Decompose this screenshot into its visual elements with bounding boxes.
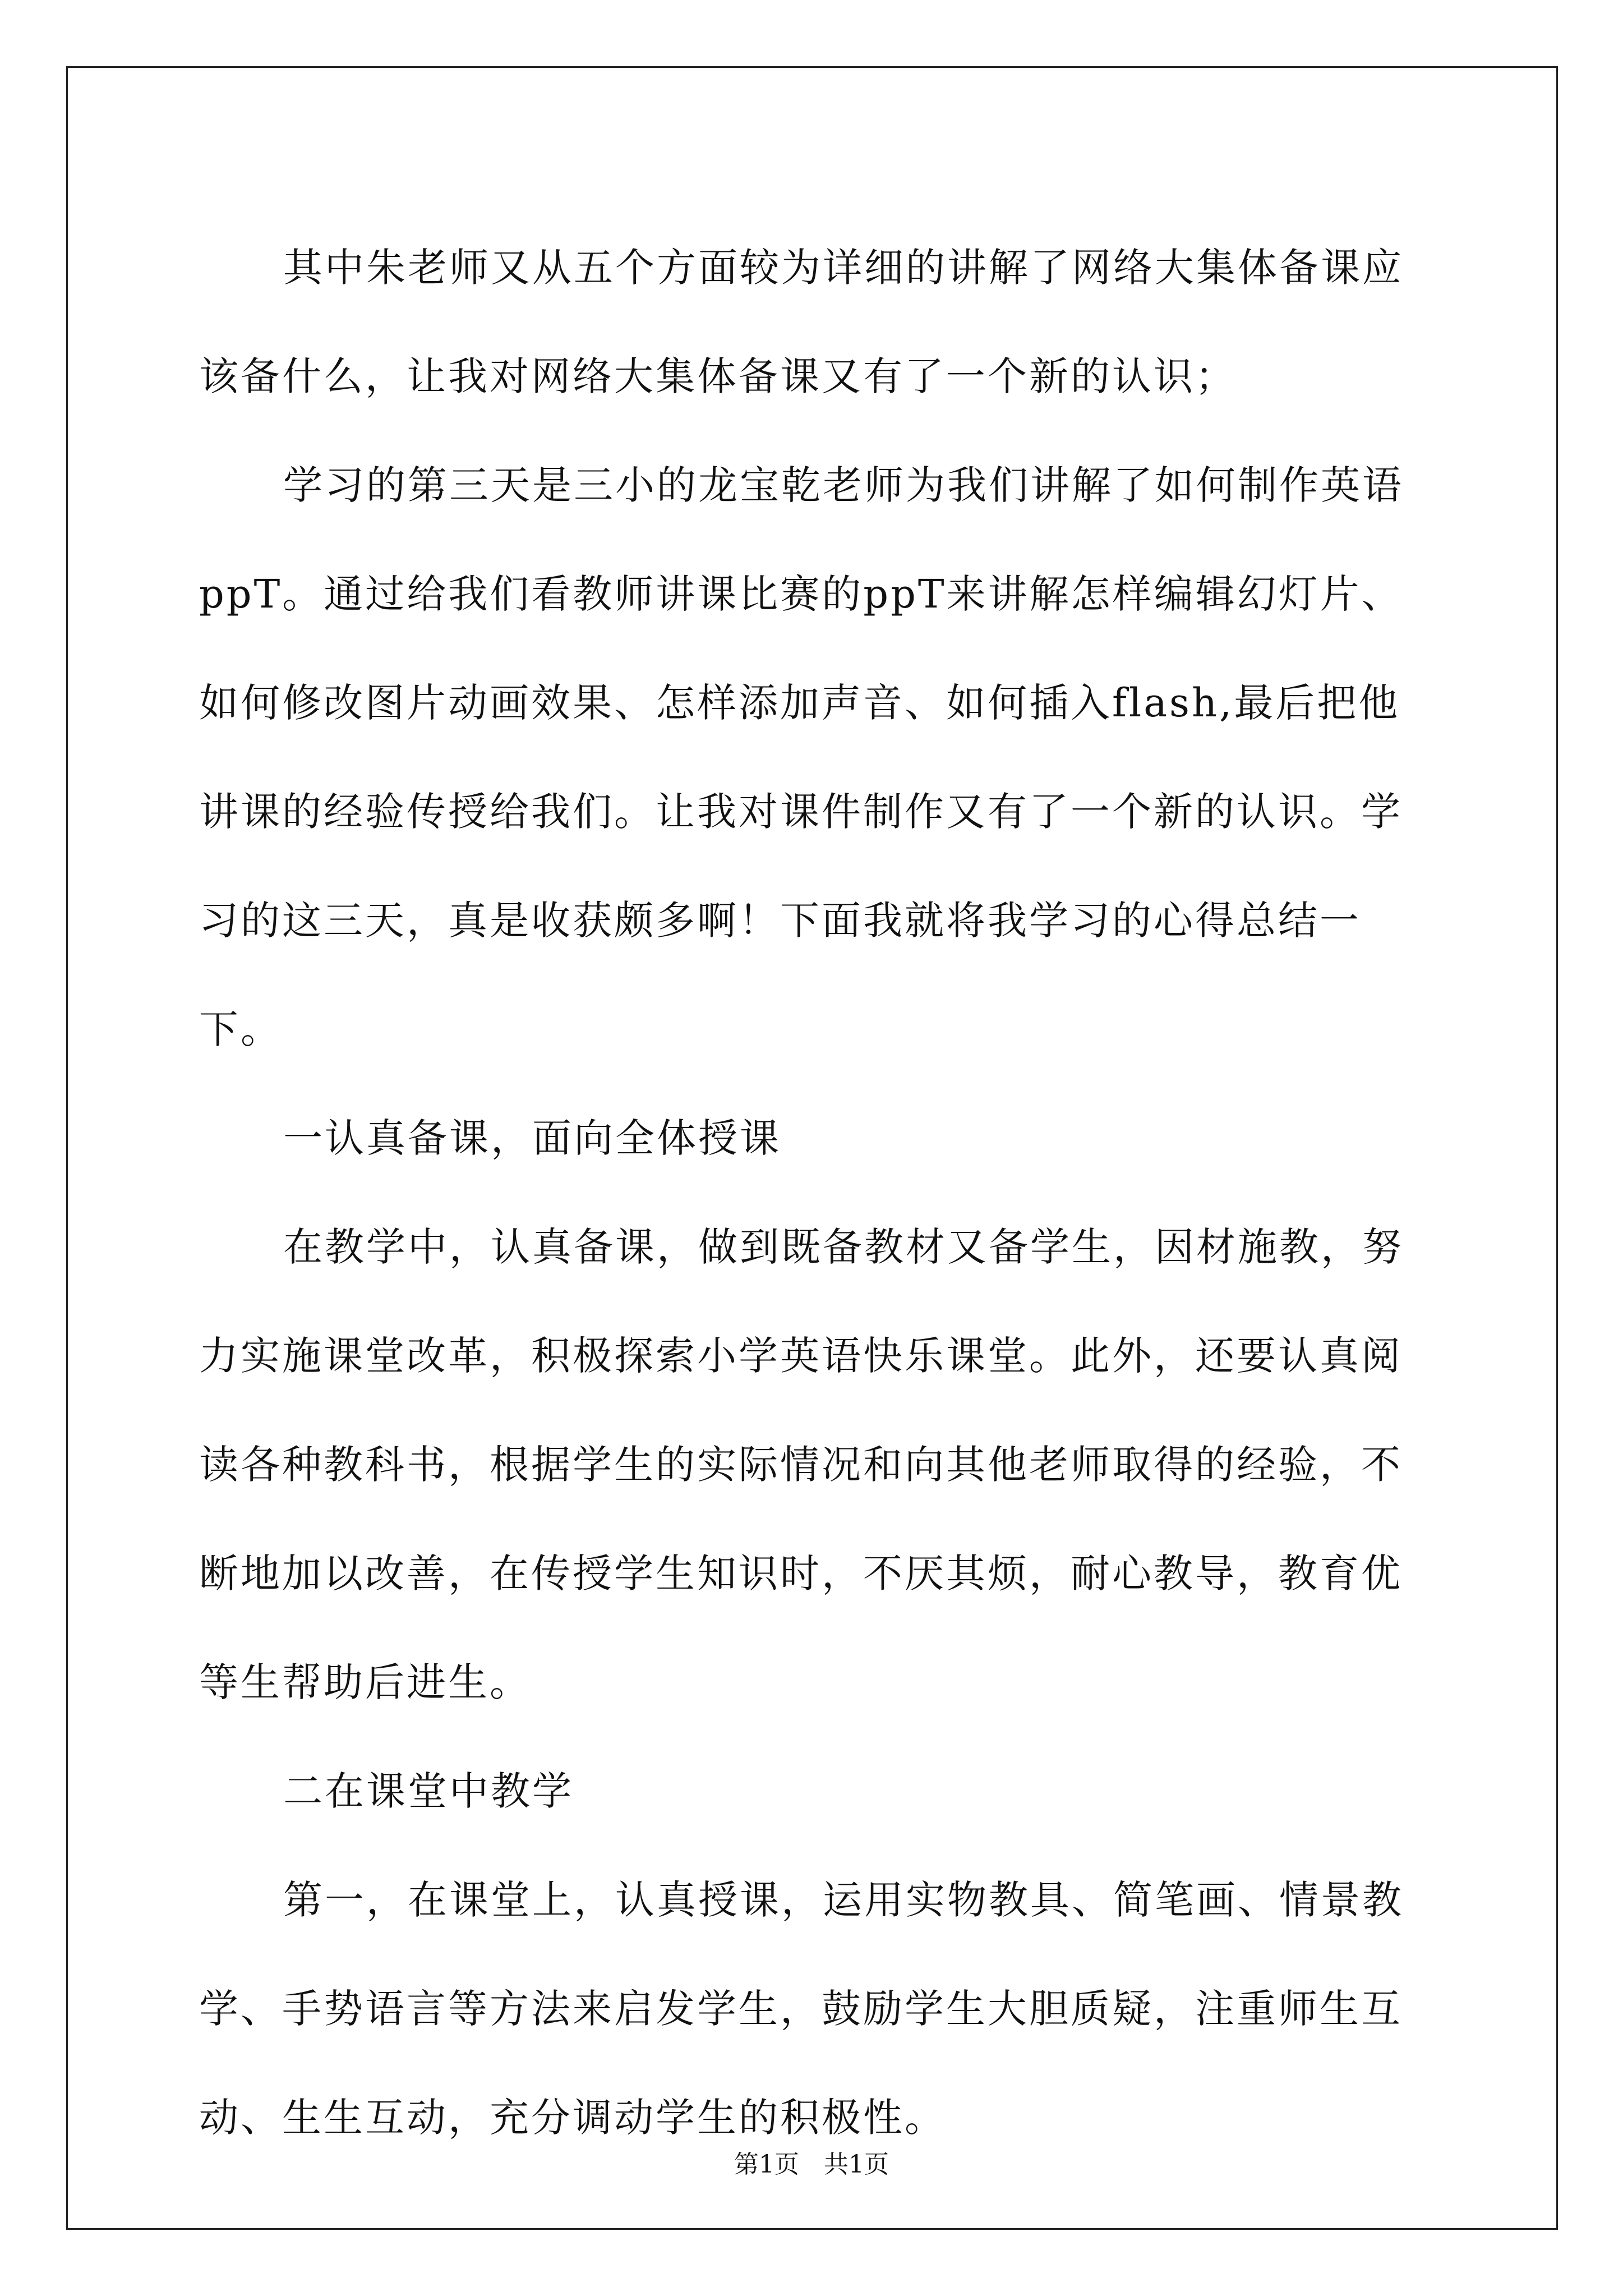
- section-heading-1: 一认真备课，面向全体授课: [283, 1115, 781, 1161]
- document-body: [199, 213, 1427, 2172]
- paragraph-3: 在教学中，认真备课，做到既备教材又备学生，因材施教，努力实施课堂改革，积极探索小学英语快乐课堂。此外，还要认真阅读各种教科书，根据学生的实际情况和向其他老师取得的经验，不断地加以改善，在传授学生知识时，不厌其烦，耐心教导，教育优等生帮助后进生。: [199, 1224, 1404, 1705]
- section-heading-2: 二在课堂中教学: [283, 1768, 574, 1814]
- paragraph-1: 其中朱老师又从五个方面较为详细的讲解了网络大集体备课应该备什么，让我对网络大集体备课又有了一个新的认识；: [199, 245, 1404, 399]
- paragraph-2: 学习的第三天是三小的龙宝乾老师为我们讲解了如何制作英语ppT。通过给我们看教师讲课比赛的ppT来讲解怎样编辑幻灯片、如何修改图片动画效果、怎样添加声音、如何插入flash,最后把他讲课的经验传授给我们。让我对课件制作又有了一个新的认识。学习的这三天，真是收获颇多啊！下面我就将我学习的心得总结一下。: [199, 462, 1404, 1052]
- paragraph-4: 第一，在课堂上，认真授课，运用实物教具、简笔画、情景教学、手势语言等方法来启发学生，鼓励学生大胆质疑，注重师生互动、生生互动，充分调动学生的积极性。: [199, 1877, 1404, 2141]
- page-footer: 第1页 共1页: [734, 2150, 889, 2179]
